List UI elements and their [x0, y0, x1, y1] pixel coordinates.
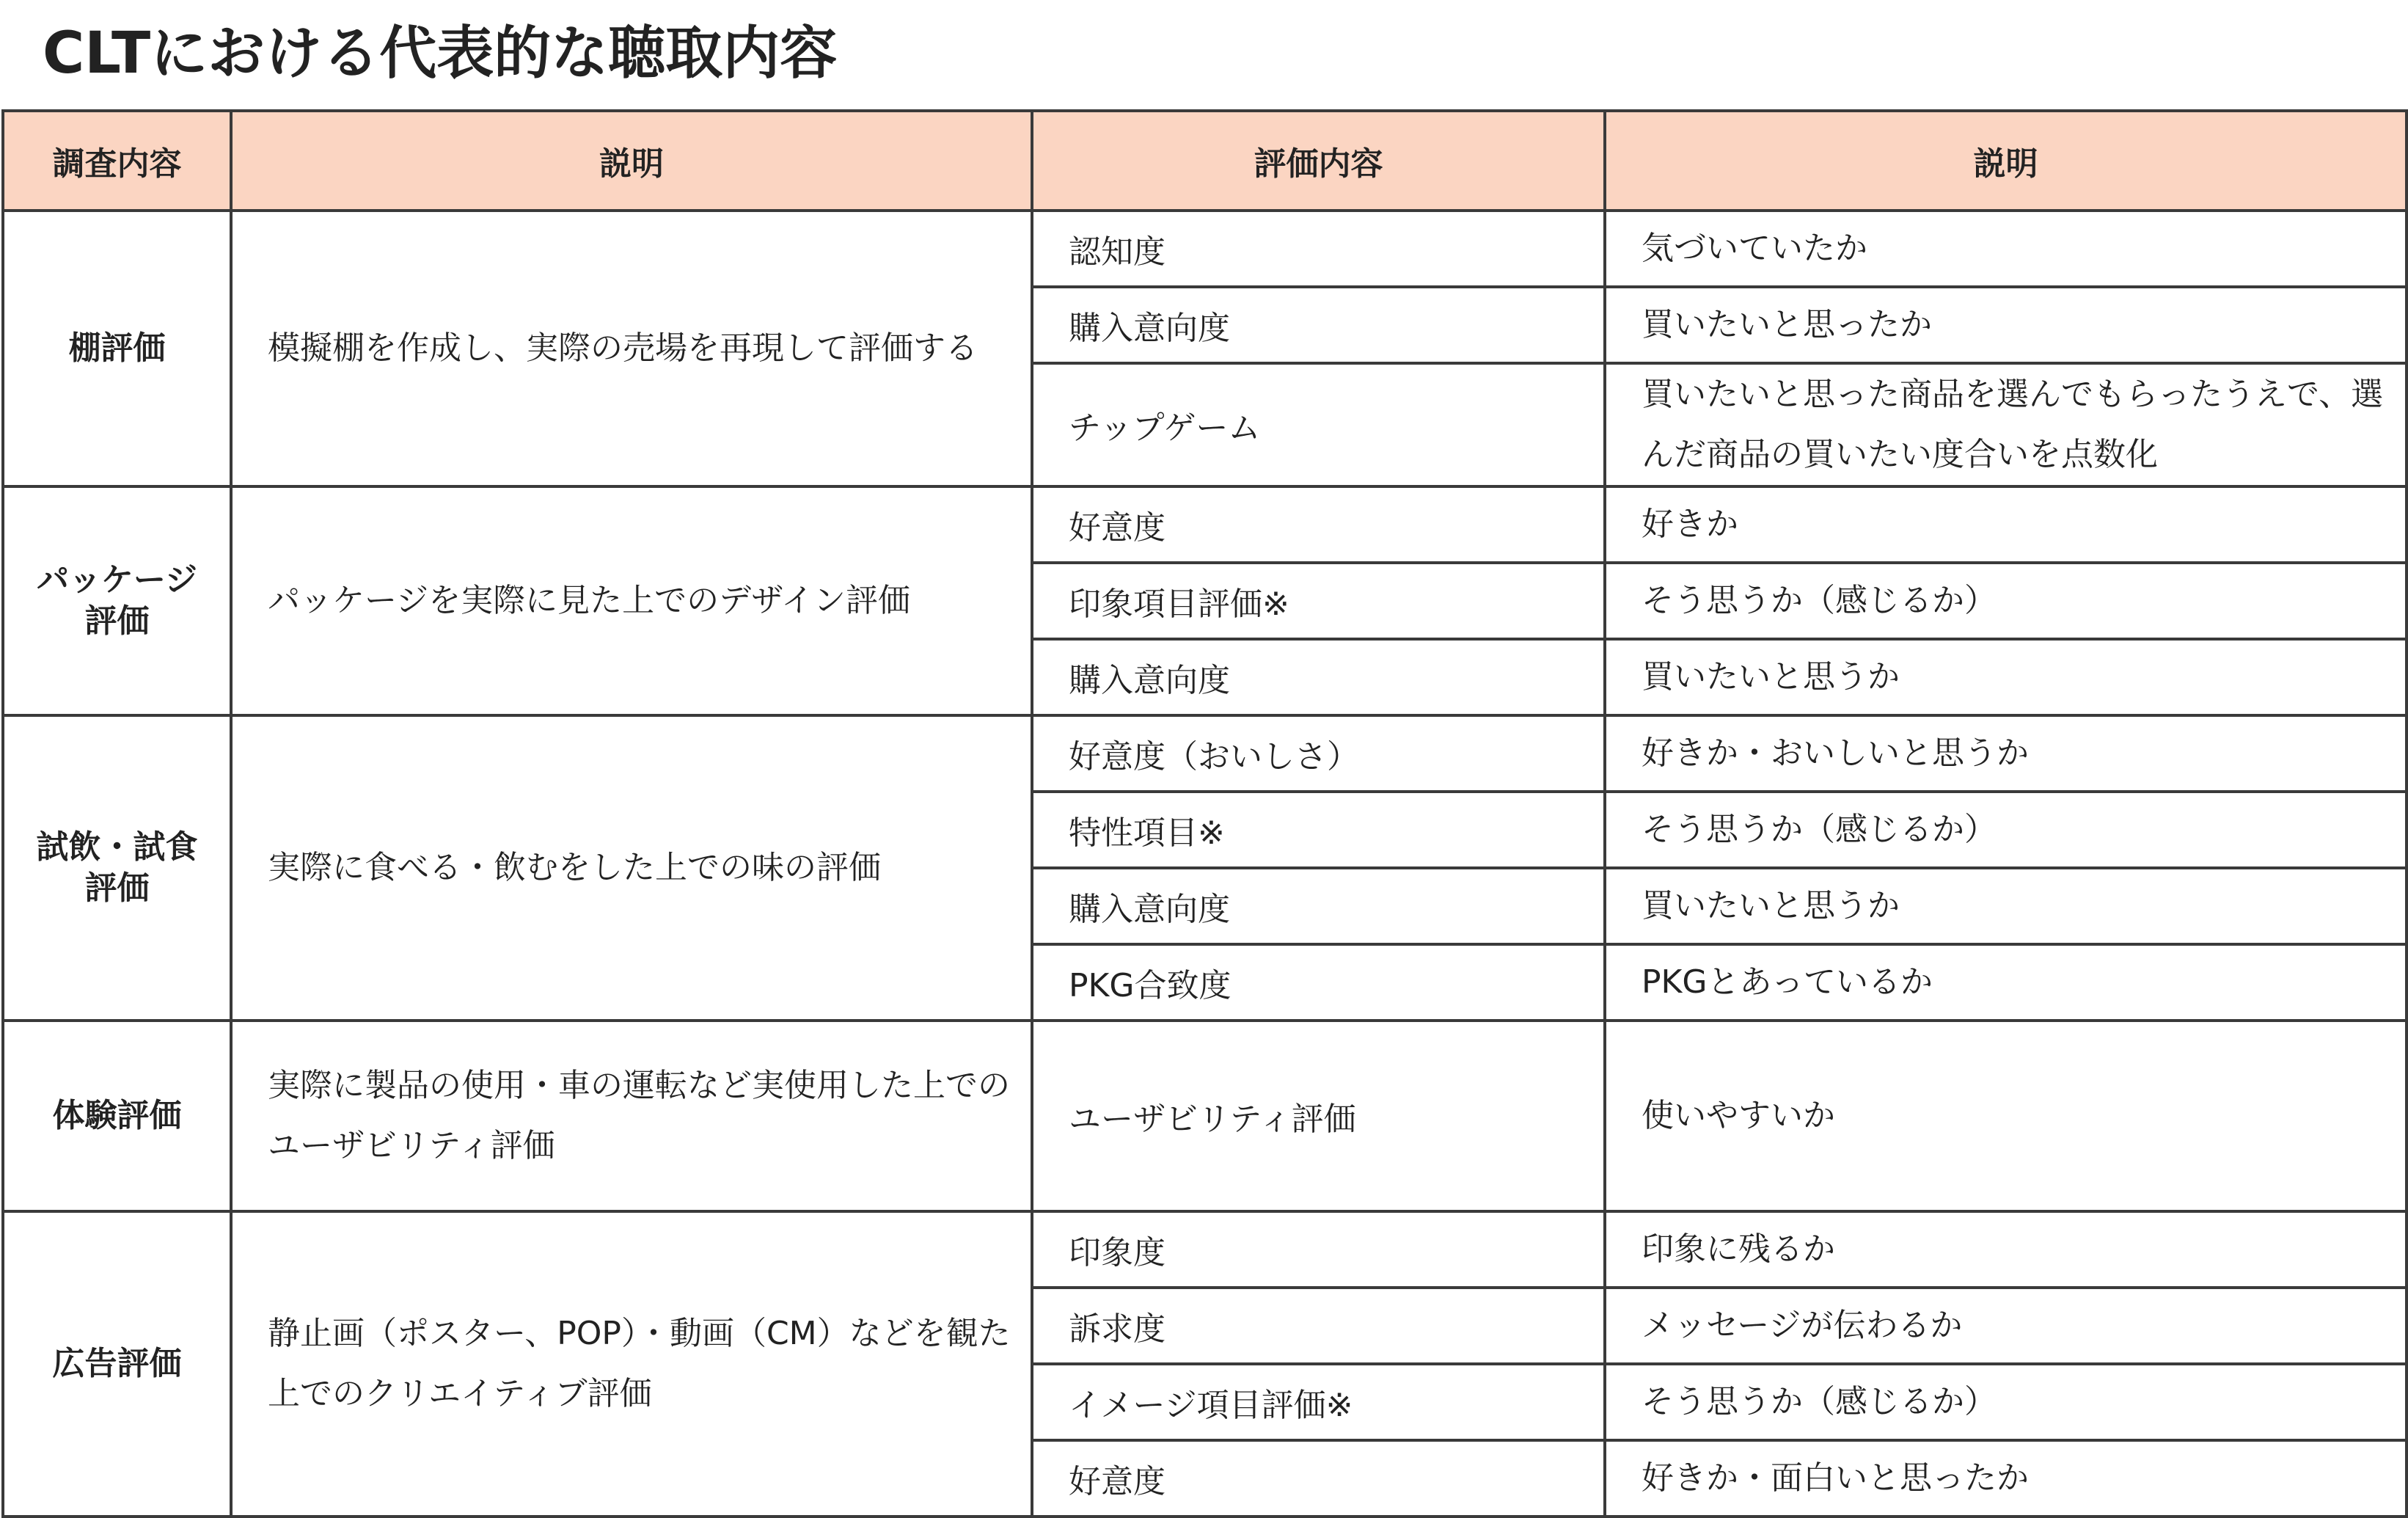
- explanation-cell: 好きか・おいしいと思うか: [1605, 715, 2407, 792]
- header-evaluation-content: 評価内容: [1032, 111, 1605, 211]
- explanation-cell: 買いたいと思ったか: [1605, 287, 2407, 363]
- category-cell: 体験評価: [3, 1021, 231, 1211]
- explanation-cell: 気づいていたか: [1605, 211, 2407, 287]
- description-cell: 実際に製品の使用・車の運転など実使用した上でのユーザビリティ評価: [231, 1021, 1032, 1211]
- category-cell: パッケージ 評価: [3, 486, 231, 715]
- table-row: [3, 211, 2407, 287]
- evaluation-item-cell: チップゲーム: [1032, 363, 1605, 486]
- evaluation-item-cell: 印象度: [1032, 1211, 1605, 1288]
- explanation-cell: 買いたいと思った商品を選んでもらったうえで、選んだ商品の買いたい度合いを点数化: [1605, 363, 2407, 486]
- evaluation-item-cell: 好意度: [1032, 1440, 1605, 1517]
- explanation-cell: 使いやすいか: [1605, 1021, 2407, 1211]
- table-row: [3, 1021, 2407, 1211]
- explanation-cell: 好きか・面白いと思ったか: [1605, 1440, 2407, 1517]
- category-cell: 棚評価: [3, 211, 231, 486]
- explanation-cell: メッセージが伝わるか: [1605, 1288, 2407, 1364]
- evaluation-item-cell: ユーザビリティ評価: [1032, 1021, 1605, 1211]
- description-cell: パッケージを実際に見た上でのデザイン評価: [231, 486, 1032, 715]
- explanation-cell: そう思うか（感じるか）: [1605, 563, 2407, 639]
- evaluation-item-cell: 好意度: [1032, 486, 1605, 563]
- explanation-cell: 好きか: [1605, 486, 2407, 563]
- evaluation-item-cell: 購入意向度: [1032, 287, 1605, 363]
- evaluation-item-cell: 訴求度: [1032, 1288, 1605, 1364]
- evaluation-item-cell: 認知度: [1032, 211, 1605, 287]
- description-cell: 静止画（ポスター、POP）・動画（CM）などを観た上でのクリエイティブ評価: [231, 1211, 1032, 1517]
- explanation-cell: 買いたいと思うか: [1605, 639, 2407, 715]
- description-cell: 模擬棚を作成し、実際の売場を再現して評価する: [231, 211, 1032, 486]
- header-survey-content: 調査内容: [3, 111, 231, 211]
- header-explanation: 説明: [1605, 111, 2407, 211]
- evaluation-item-cell: PKG合致度: [1032, 944, 1605, 1021]
- table-header: [3, 111, 2407, 211]
- explanation-cell: そう思うか（感じるか）: [1605, 1364, 2407, 1440]
- evaluation-item-cell: 購入意向度: [1032, 639, 1605, 715]
- evaluation-item-cell: 印象項目評価※: [1032, 563, 1605, 639]
- evaluation-item-cell: 好意度（おいしさ）: [1032, 715, 1605, 792]
- clt-survey-table: [1, 109, 2408, 1518]
- description-cell: 実際に食べる・飲むをした上での味の評価: [231, 715, 1032, 1021]
- category-cell: 試飲・試食 評価: [3, 715, 231, 1021]
- page-title: CLTにおける代表的な聴取内容: [43, 21, 838, 87]
- evaluation-item-cell: 購入意向度: [1032, 868, 1605, 944]
- category-cell: 広告評価: [3, 1211, 231, 1517]
- explanation-cell: そう思うか（感じるか）: [1605, 792, 2407, 868]
- explanation-cell: 印象に残るか: [1605, 1211, 2407, 1288]
- explanation-cell: PKGとあっているか: [1605, 944, 2407, 1021]
- evaluation-item-cell: 特性項目※: [1032, 792, 1605, 868]
- evaluation-item-cell: イメージ項目評価※: [1032, 1364, 1605, 1440]
- header-description: 説明: [231, 111, 1032, 211]
- table-row: [3, 486, 2407, 563]
- table-row: [3, 715, 2407, 792]
- table-row: [3, 1211, 2407, 1288]
- explanation-cell: 買いたいと思うか: [1605, 868, 2407, 944]
